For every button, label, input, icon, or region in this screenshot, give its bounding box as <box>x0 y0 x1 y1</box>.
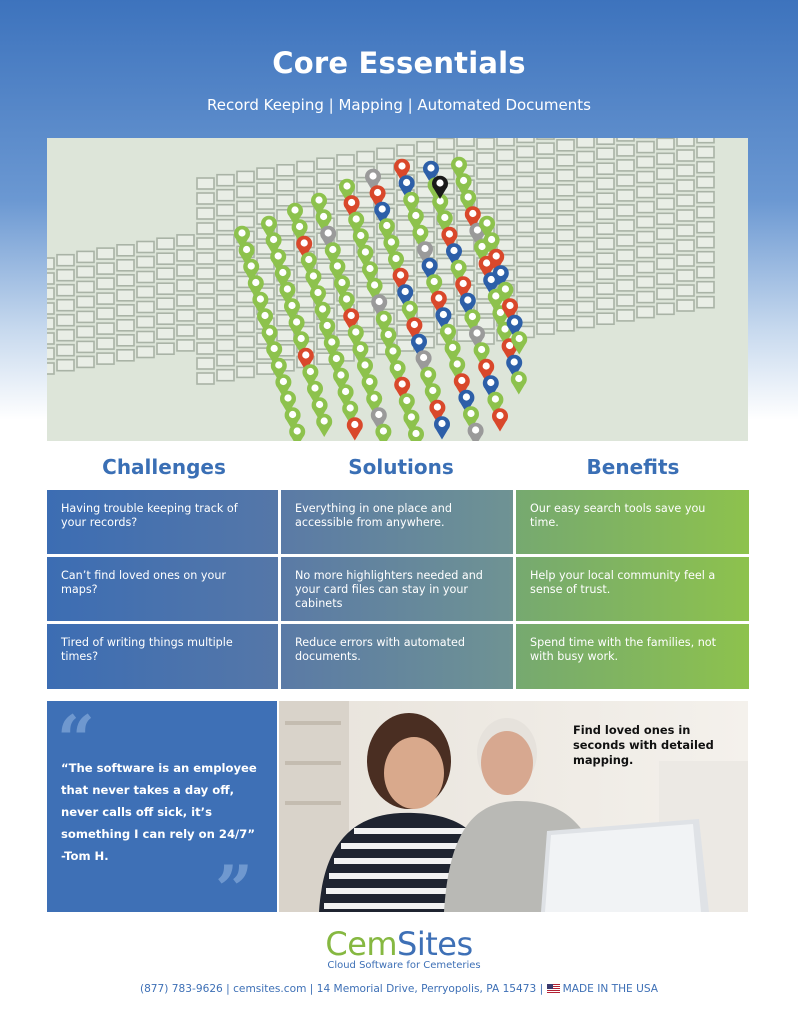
benefit-cell: Our easy search tools save you time. <box>516 490 749 554</box>
made-in-usa-text: MADE IN THE USA <box>562 983 659 995</box>
testimonial-box <box>47 701 277 929</box>
page-title: Core Essentials <box>272 46 526 80</box>
logo-tagline: Cloud Software for Cemeteries <box>327 960 481 971</box>
benefit-cell: Help your local community feel a sense of trust. <box>516 557 749 621</box>
footer-contact <box>0 983 798 995</box>
solution-cell: No more highlighters needed and your card files can stay in your cabinets <box>281 557 513 621</box>
benefit-cell: Spend time with the families, not with busy work. <box>516 624 749 689</box>
challenge-cell: Tired of writing things multiple times? <box>47 624 278 689</box>
page-subtitle: Record Keeping | Mapping | Automated Documents <box>207 96 591 114</box>
cemsites-logo <box>0 925 798 963</box>
solution-cell: Reduce errors with automated documents. <box>281 624 513 689</box>
benefits-heading: Benefits <box>586 455 680 479</box>
photo-caption: Find loved ones in seconds with detailed mapping. <box>573 723 714 767</box>
challenge-cell: Having trouble keeping track of your records? <box>47 490 278 554</box>
close-quote-icon: ” <box>215 851 253 929</box>
footer-contact-text: (877) 783-9626 | cemsites.com | 14 Memorial Drive, Perryopolis, PA 15473 | <box>139 983 544 995</box>
logo-sites-text: Sites <box>397 925 473 963</box>
testimonial-author: -Tom H. <box>61 849 109 863</box>
cemetery-map-graphic <box>47 138 748 441</box>
challenge-cell: Can’t find loved ones on your maps? <box>47 557 278 621</box>
solution-cell: Everything in one place and accessible from anywhere. <box>281 490 513 554</box>
open-quote-icon: “ <box>57 701 95 779</box>
couple-with-laptop-photo <box>279 701 748 912</box>
cemetery-map-image <box>47 138 748 441</box>
testimonial-quote-text: “The software is an employee that never takes a day off, never calls off sick, it’s something I can rely on 24/7” <box>61 761 257 841</box>
us-flag-icon <box>547 984 560 993</box>
logo-cem-text: Cem <box>325 925 398 963</box>
challenges-heading: Challenges <box>102 455 226 479</box>
comparison-grid <box>47 490 749 689</box>
solutions-heading: Solutions <box>348 455 454 479</box>
